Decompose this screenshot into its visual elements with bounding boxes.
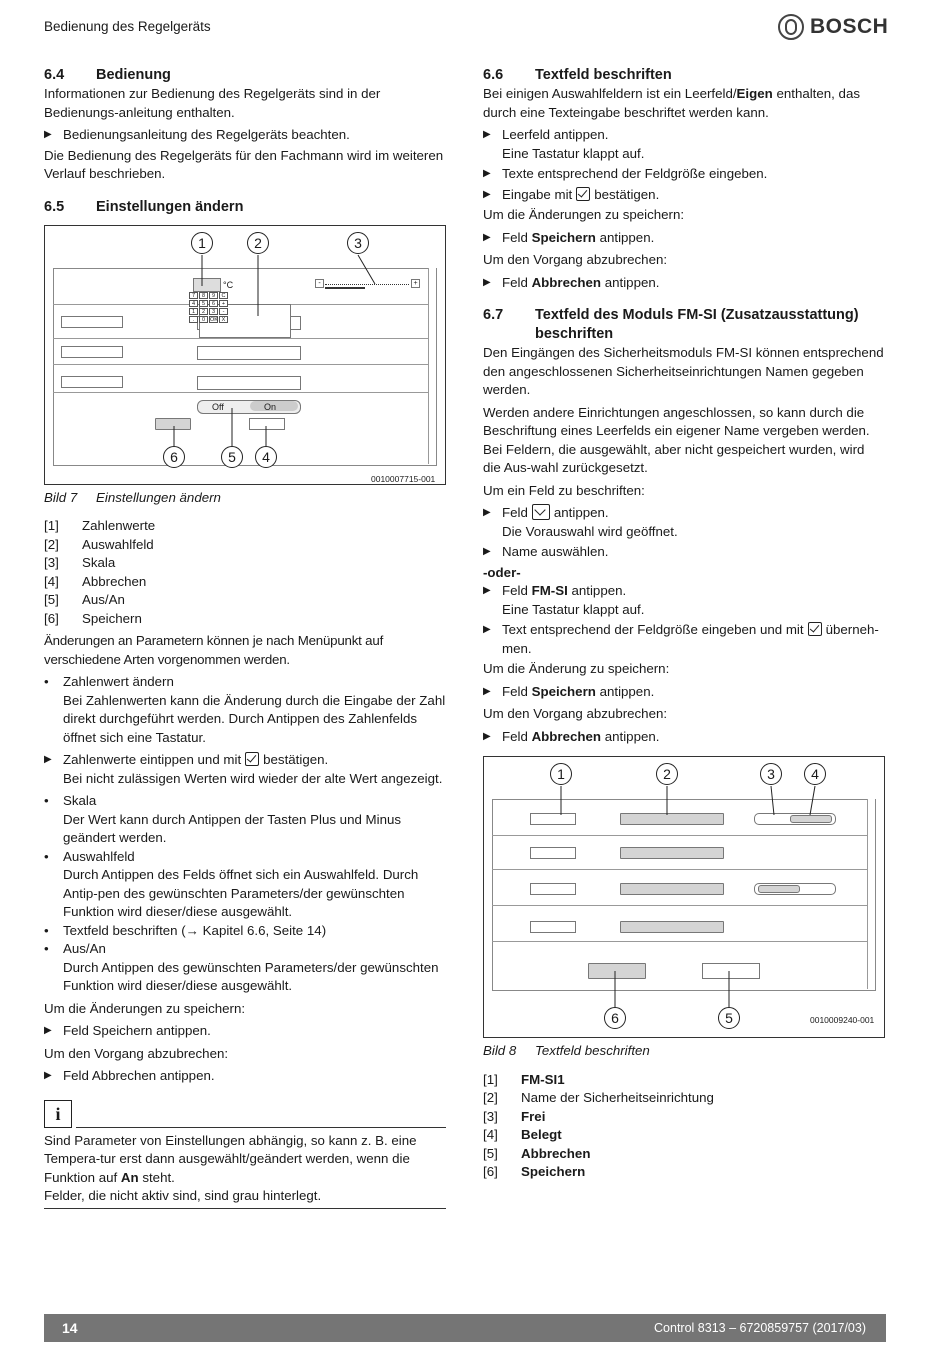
- legend-value: Abbrechen: [521, 1145, 591, 1161]
- triangle-bullet-icon: ▶: [483, 188, 491, 200]
- paragraph: Um ein Feld zu beschriften:: [483, 482, 645, 498]
- brand-name: BOSCH: [810, 14, 889, 38]
- callout-1: 1: [550, 763, 572, 785]
- figure-8-caption: Bild 8 Textfeld beschriften: [483, 1043, 650, 1058]
- keypad-key: 1: [189, 308, 198, 315]
- keypad-key: 2: [199, 308, 208, 315]
- legend-row: [44, 610, 446, 629]
- paragraph: Um die Änderungen zu speichern:: [44, 1000, 246, 1016]
- dropdown-icon: [532, 504, 550, 520]
- callout-6: 6: [604, 1007, 626, 1029]
- instruction-step: ▶ Text entsprechend der Feldgröße eingeben und mit überneh-men.: [483, 621, 885, 658]
- keypad-key: 4: [189, 300, 198, 307]
- legend-key: [6]: [483, 1164, 498, 1179]
- keypad-key: 0: [199, 316, 208, 323]
- legend-value: Abbrechen: [82, 573, 147, 589]
- instruction-step: ▶ Feld Speichern antippen.: [483, 683, 885, 702]
- instruction-step: ▶ Leerfeld antippen. Eine Tastatur klappt auf.: [483, 126, 885, 163]
- list-item: • Textfeld beschriften (→ Kapitel 6.6, Seite 14): [44, 922, 327, 938]
- brand-logo: [778, 14, 888, 40]
- paragraph: Die Bedienung des Regelgeräts für den Fachmann wird im weiteren Verlauf beschrieben.: [44, 147, 444, 181]
- legend-row: [44, 536, 446, 555]
- legend-row: [483, 1163, 885, 1182]
- running-header: Bedienung des Regelgeräts: [44, 19, 211, 34]
- paragraph: Um die Änderungen zu speichern:: [483, 207, 685, 222]
- callout-1: 1: [191, 232, 213, 254]
- callout-6: 6: [163, 446, 185, 468]
- legend-key: [4]: [44, 573, 59, 589]
- list-item-text: Bei Zahlenwerten kann die Änderung durch die Eingabe der Zahl direkt durchgeführt werden. Durch Antippen des Zahlenfelds öffnet sich eine Tastatur.: [63, 692, 446, 745]
- callout-leader-lines: [45, 226, 445, 484]
- triangle-bullet-icon: ▶: [483, 585, 491, 596]
- legend-value: Frei: [521, 1108, 546, 1124]
- list-item-text: Der Wert kann durch Antippen der Tasten Plus und Minus geändert werden.: [63, 811, 402, 845]
- triangle-bullet-icon: ▶: [483, 685, 491, 697]
- paragraph: Um den Vorgang abzubrechen:: [483, 706, 668, 721]
- keypad-key: -: [219, 308, 228, 315]
- instruction-step: ▶ Feld antippen. Die Vorauswahl wird geöffnet.: [483, 504, 885, 541]
- info-text: Felder, die nicht aktiv sind, sind grau hinterlegt.: [44, 1188, 322, 1203]
- triangle-bullet-icon: ▶: [44, 129, 52, 140]
- triangle-bullet-icon: ▶: [44, 754, 52, 765]
- keypad-key: X: [219, 316, 228, 323]
- instruction-step: ▶ Eingabe mit bestätigen.: [483, 186, 885, 205]
- figure-7-settings-screen: [44, 225, 446, 485]
- keypad-key: 6: [209, 300, 218, 307]
- paragraph: Bei einigen Auswahlfeldern ist ein Leerfeld/Eigen enthalten, das durch eine Texteingabe beschriftet werden kann.: [483, 86, 860, 120]
- page-number: 14: [62, 1320, 78, 1336]
- legend-key: [6]: [44, 610, 59, 626]
- triangle-bullet-icon: ▶: [44, 1025, 52, 1036]
- document-reference: Control 8313 – 6720859757 (2017/03): [654, 1321, 866, 1335]
- keypad-key: +: [219, 300, 228, 307]
- info-icon: i: [44, 1100, 72, 1128]
- instruction-step: ▶ Feld Speichern antippen.: [44, 1022, 446, 1041]
- instruction-step: ▶ Feld Abbrechen antippen.: [44, 1067, 446, 1086]
- legend-row: [483, 1071, 885, 1090]
- legend-key: [1]: [483, 1071, 498, 1087]
- triangle-bullet-icon: ▶: [483, 624, 491, 635]
- paragraph: Informationen zur Bedienung des Regelgeräts sind in der Bedienungs-anleitung enthalten.: [44, 86, 381, 120]
- legend-row: [44, 554, 446, 573]
- instruction-step: ▶ Feld FM-SI antippen. Eine Tastatur klappt auf.: [483, 582, 885, 619]
- figure-id: 0010007715-001: [371, 473, 436, 484]
- paragraph: Den Eingängen des Sicherheitsmoduls FM-SI können entsprechend den angeschlossenen Sicherheitseinrichtungen Namen gegeben werden.: [483, 345, 884, 397]
- unit-label: °C: [223, 279, 234, 290]
- legend-key: [4]: [483, 1127, 498, 1142]
- keypad-key: 3: [209, 308, 218, 315]
- callout-3: 3: [347, 232, 369, 254]
- legend-value: Speichern: [521, 1164, 586, 1179]
- triangle-bullet-icon: ▶: [483, 129, 491, 140]
- keypad-key: 8: [199, 292, 208, 299]
- triangle-bullet-icon: ▶: [483, 507, 491, 518]
- list-item: • Auswahlfeld: [44, 848, 135, 864]
- triangle-bullet-icon: ▶: [483, 546, 491, 557]
- legend-value: Zahlenwerte: [82, 518, 156, 533]
- callout-2: 2: [656, 763, 678, 785]
- legend-key: [1]: [44, 518, 59, 533]
- instruction-step: ▶ Feld Abbrechen antippen.: [483, 274, 885, 293]
- legend-row: [483, 1126, 885, 1145]
- triangle-bullet-icon: ▶: [483, 730, 491, 742]
- callout-4: 4: [255, 446, 277, 468]
- callout-2: 2: [247, 232, 269, 254]
- legend-value: Aus/An: [82, 592, 125, 607]
- info-note: [44, 1100, 446, 1209]
- legend-value: Belegt: [521, 1127, 562, 1142]
- figure-id: 0010009240-001: [810, 1015, 875, 1025]
- paragraph: Um den Vorgang abzubrechen:: [44, 1045, 229, 1061]
- callout-4: 4: [804, 763, 826, 785]
- section-6-4-heading: 6.4 Bedienung: [44, 67, 171, 83]
- checkmark-icon: [808, 622, 822, 636]
- keypad-key: .: [189, 316, 198, 323]
- keypad-key: C: [219, 292, 228, 299]
- legend-value: Auswahlfeld: [82, 536, 154, 552]
- checkmark-icon: [245, 752, 259, 766]
- legend-key: [3]: [44, 555, 59, 570]
- triangle-bullet-icon: ▶: [483, 168, 491, 179]
- list-item-text: Durch Antippen des Felds öffnet sich ein Auswahlfeld. Durch Antip-pen des gewünschten Parameters/der gewünschten Funktion wird dieser/diese ausgewählt.: [63, 867, 419, 919]
- callout-5: 5: [221, 446, 243, 468]
- list-item-text: Durch Antippen des gewünschten Parameters/der gewünschten Funktion wird dieser/diese ausgewählt.: [63, 959, 439, 993]
- figure-8-legend: [483, 1071, 885, 1182]
- instruction-step: ▶ Feld Speichern antippen.: [483, 229, 885, 248]
- instruction-step: ▶ Feld Abbrechen antippen.: [483, 728, 885, 747]
- left-column: [44, 66, 446, 1209]
- figure-8-fm-si-screen: [483, 756, 885, 1038]
- legend-row: [483, 1089, 885, 1108]
- legend-value: FM-SI1: [521, 1071, 565, 1087]
- list-item: • Aus/An: [44, 941, 106, 956]
- keypad-key: 5: [199, 300, 208, 307]
- instruction-step: ▶ Name auswählen.: [483, 543, 885, 562]
- callout-leader-lines: [484, 757, 884, 1037]
- legend-key: [2]: [483, 1090, 498, 1105]
- legend-row: [483, 1145, 885, 1164]
- bosch-armature-icon: [778, 14, 804, 40]
- section-6-7-heading: 6.7 Textfeld des Moduls FM-SI (Zusatzausstattung) beschriften: [483, 307, 859, 342]
- section-6-5-heading: 6.5 Einstellungen ändern: [44, 198, 244, 215]
- paragraph: Um den Vorgang abzubrechen:: [483, 252, 668, 267]
- instruction-step: ▶ Bedienungsanleitung des Regelgeräts beachten.: [44, 126, 446, 145]
- checkmark-icon: [576, 187, 590, 201]
- legend-row: [483, 1108, 885, 1127]
- figure-7-legend: [44, 517, 446, 628]
- legend-value: Skala: [82, 555, 116, 570]
- list-item: • Skala: [44, 793, 97, 808]
- legend-value: Name der Sicherheitseinrichtung: [521, 1090, 714, 1105]
- legend-key: [5]: [44, 592, 59, 607]
- keypad-key: OK: [210, 316, 218, 323]
- off-on-toggle: Off On: [197, 400, 301, 414]
- instruction-step: ▶ Texte entsprechend der Feldgröße eingeben.: [483, 165, 885, 184]
- page-footer: [44, 1314, 886, 1342]
- paragraph: Um die Änderung zu speichern:: [483, 661, 670, 676]
- legend-key: [5]: [483, 1145, 498, 1161]
- oder-separator: -oder-: [483, 564, 521, 580]
- section-6-6-heading: 6.6 Textfeld beschriften: [483, 67, 672, 83]
- legend-row: [44, 517, 446, 536]
- instruction-step: ▶ Zahlenwerte eintippen und mit bestätigen. Bei nicht zulässigen Werten wird wieder der alte Wert angezeigt.: [44, 751, 446, 788]
- legend-key: [2]: [44, 536, 59, 552]
- legend-row: [44, 591, 446, 610]
- paragraph: Änderungen an Parametern können je nach Menüpunkt auf verschiedene Arten vorgenommen werden.: [44, 633, 384, 667]
- scale-control: - +: [315, 276, 419, 294]
- paragraph: Werden andere Einrichtungen angeschlossen, so kann durch die Beschriftung eines Leerfelds ein eigener Name vergeben werden. Bei Feldern, die ausgewählt, aber nicht gespeichert wurden, wird die Aus-wahl zurückgesetzt.: [483, 404, 870, 475]
- legend-value: Speichern: [82, 610, 142, 626]
- triangle-bullet-icon: ▶: [483, 231, 491, 243]
- callout-5: 5: [718, 1007, 740, 1029]
- list-item: • Zahlenwert ändern: [44, 674, 174, 689]
- figure-7-caption: Bild 7 Einstellungen ändern: [44, 489, 221, 505]
- keypad-key: 7: [189, 292, 198, 299]
- triangle-bullet-icon: ▶: [483, 276, 491, 288]
- info-text: Sind Parameter von Einstellungen abhängig, so kann z. B. eine Tempera-tur erst dann ausgewählt/geändert werden, wenn die Funktion auf An steht.: [44, 1132, 417, 1185]
- legend-key: [3]: [483, 1108, 498, 1124]
- callout-3: 3: [760, 763, 782, 785]
- triangle-bullet-icon: ▶: [44, 1070, 52, 1081]
- keypad-key: 9: [209, 292, 218, 299]
- legend-row: [44, 573, 446, 592]
- right-column: [483, 66, 885, 1186]
